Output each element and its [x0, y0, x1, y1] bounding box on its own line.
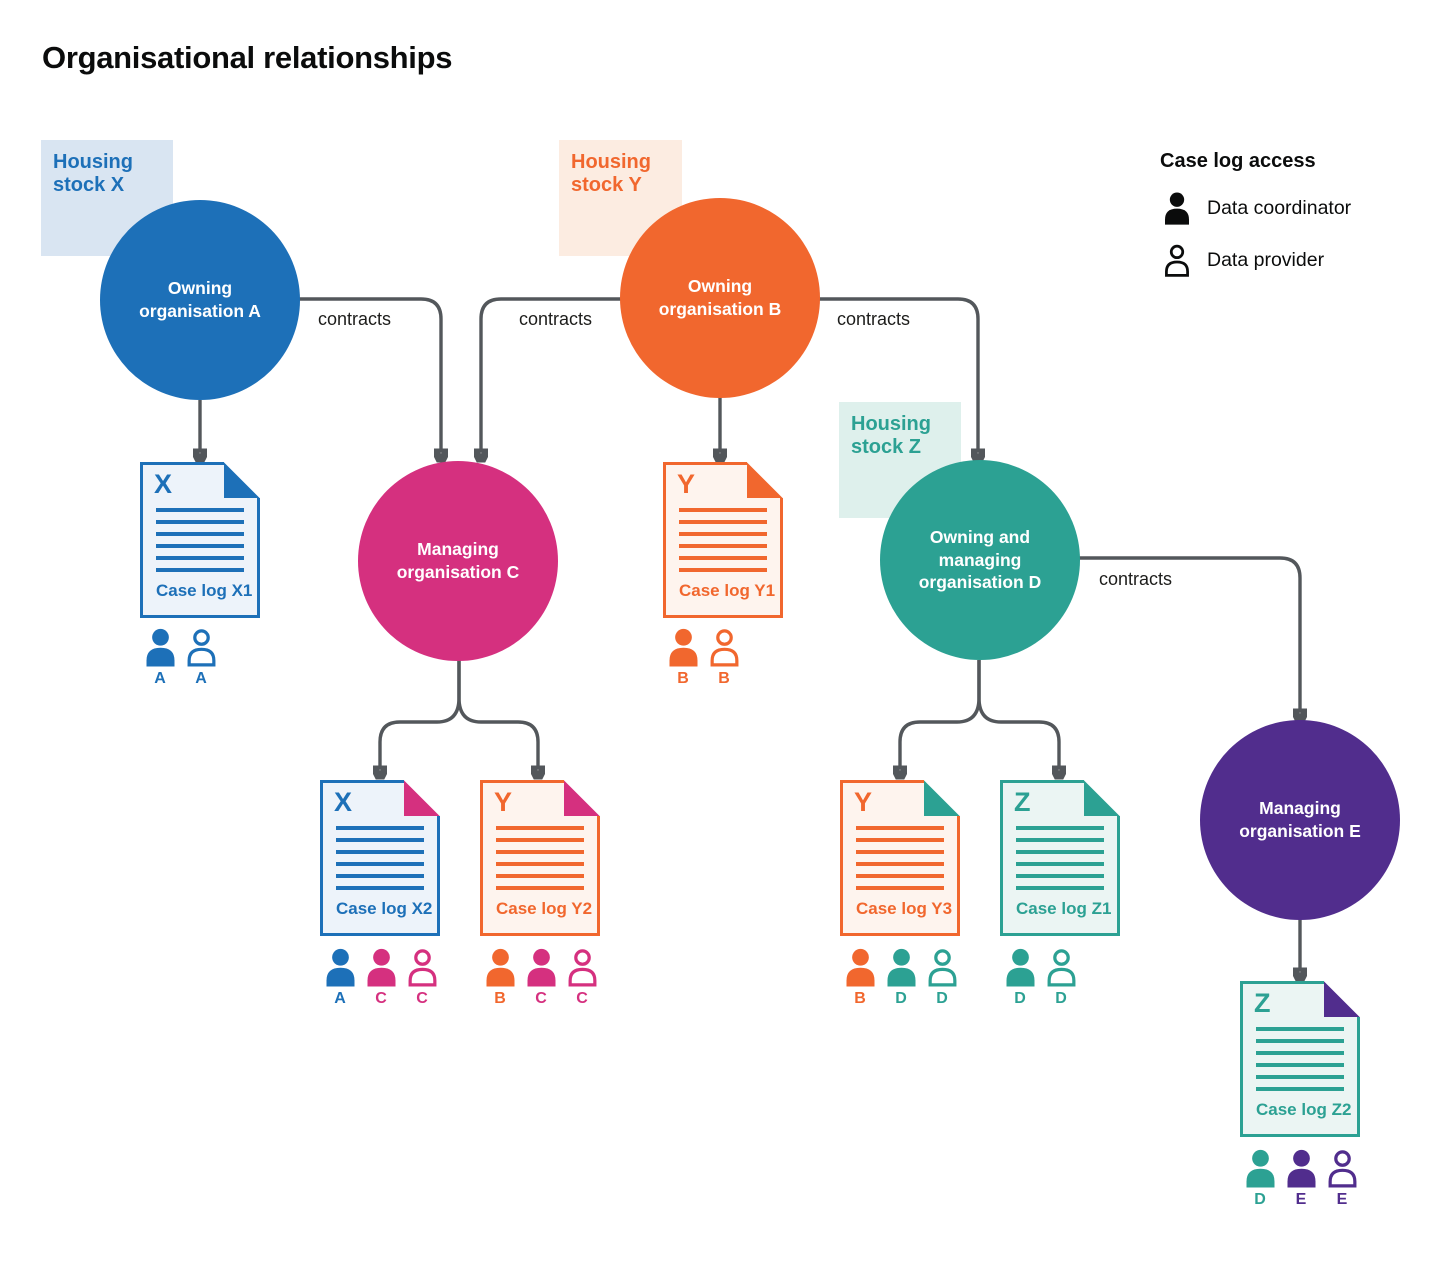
- data-coordinator-icon: [1241, 1148, 1279, 1209]
- doc-stock-letter: X: [334, 787, 353, 817]
- org-circle-owning-b: [620, 198, 820, 398]
- page-fold-icon: [1084, 780, 1120, 816]
- page-fold-icon: [747, 462, 783, 498]
- legend-data-provider-row: [1162, 243, 1324, 277]
- data-provider-icon: [563, 947, 601, 1008]
- arrow-d-to-caselog-z1: [979, 660, 1059, 768]
- access-org-letter: B: [677, 670, 689, 687]
- caselog-x2-label: Case log X2: [336, 899, 433, 918]
- access-org-letter: C: [576, 990, 588, 1007]
- page-fold-icon: [404, 780, 440, 816]
- arrow-c-to-caselog-x2: [380, 660, 459, 768]
- person-outline-icon: [1162, 243, 1192, 277]
- org-b-label: Owning organisation B: [658, 276, 782, 319]
- data-coordinator-icon: [882, 947, 920, 1008]
- caselog-y3-access-row: [841, 947, 961, 1008]
- org-circle-managing-e: [1200, 720, 1400, 920]
- contracts-label-b-c: contracts: [519, 309, 593, 329]
- doc-text-lines-icon: [1256, 1027, 1344, 1091]
- arrow-c-to-caselog-y2: [459, 660, 538, 768]
- doc-text-lines-icon: [336, 826, 424, 890]
- caselog-y1-label: Case log Y1: [679, 581, 776, 600]
- data-coordinator-icon: [522, 947, 560, 1008]
- doc-text-lines-icon: [856, 826, 944, 890]
- caselog-z1-label: Case log Z1: [1016, 899, 1112, 918]
- contracts-label-a-c: contracts: [318, 309, 392, 329]
- data-coordinator-icon: [362, 947, 400, 1008]
- caselog-x1-label: Case log X1: [156, 581, 253, 600]
- access-org-letter: D: [936, 990, 948, 1007]
- data-provider-icon: [1042, 947, 1080, 1008]
- data-coordinator-icon: [1001, 947, 1039, 1008]
- access-org-letter: A: [334, 990, 346, 1007]
- arrow-d-to-caselog-y3: [900, 660, 979, 768]
- caselog-y1-access-row: [664, 627, 743, 688]
- caselog-z2-label: Case log Z2: [1256, 1100, 1352, 1119]
- caselog-y3-label: Case log Y3: [856, 899, 953, 918]
- data-provider-icon: [403, 947, 441, 1008]
- data-coordinator-icon: [664, 627, 702, 688]
- page-fold-icon: [924, 780, 960, 816]
- caselog-y2-document: [480, 780, 600, 936]
- legend-data-coordinator-row: [1162, 191, 1351, 225]
- caselog-y2-access-row: [481, 947, 601, 1008]
- caselog-z1-access-row: [1001, 947, 1080, 1008]
- caselog-x1-document: [140, 462, 260, 618]
- access-org-letter: A: [195, 670, 207, 687]
- access-org-letter: D: [1254, 1191, 1266, 1208]
- access-org-letter: B: [718, 670, 730, 687]
- caselog-y3-document: [840, 780, 960, 936]
- caselog-y1-document: [663, 462, 783, 618]
- org-d-label: Owning and managing organisation D: [918, 526, 1042, 593]
- contracts-label-b-d: contracts: [837, 309, 911, 329]
- caselog-z2-access-row: [1241, 1148, 1361, 1209]
- data-provider-icon: [705, 627, 743, 688]
- access-org-letter: D: [1055, 990, 1067, 1007]
- page-fold-icon: [224, 462, 260, 498]
- housing-stock-x-label: Housing stock X: [41, 140, 173, 256]
- doc-stock-letter: Y: [854, 787, 873, 817]
- doc-stock-letter: Y: [494, 787, 513, 817]
- caselog-z1-document: [1000, 780, 1120, 936]
- access-org-letter: B: [494, 990, 506, 1007]
- legend-title: Case log access: [1160, 150, 1316, 172]
- doc-stock-letter: Z: [1254, 988, 1271, 1018]
- housing-stock-z-label: Housing stock Z: [839, 402, 961, 518]
- data-coordinator-icon: [141, 627, 179, 688]
- contracts-label-d-e: contracts: [1099, 569, 1173, 589]
- page-title: Organisational relationships: [42, 40, 453, 75]
- caselog-x2-document: [320, 780, 440, 936]
- org-c-label: Managing organisation C: [396, 539, 520, 582]
- data-provider-icon: [182, 627, 220, 688]
- data-coordinator-icon: [841, 947, 879, 1008]
- doc-stock-letter: Y: [677, 469, 696, 499]
- access-org-letter: C: [375, 990, 387, 1007]
- data-provider-icon: [1323, 1148, 1361, 1209]
- doc-text-lines-icon: [496, 826, 584, 890]
- data-coordinator-icon: [1282, 1148, 1320, 1209]
- data-coordinator-icon: [321, 947, 359, 1008]
- doc-stock-letter: X: [154, 469, 173, 499]
- caselog-z2-document: [1240, 981, 1360, 1137]
- doc-text-lines-icon: [679, 508, 767, 572]
- org-a-label: Owning organisation A: [139, 278, 261, 321]
- access-org-letter: D: [895, 990, 907, 1007]
- doc-stock-letter: Z: [1014, 787, 1031, 817]
- access-org-letter: E: [1336, 1191, 1348, 1208]
- access-org-letter: E: [1295, 1191, 1307, 1208]
- page-fold-icon: [1324, 981, 1360, 1017]
- access-org-letter: A: [154, 670, 166, 687]
- org-circle-owning-a: [100, 200, 300, 400]
- person-filled-icon: [1162, 191, 1192, 225]
- org-circle-managing-c: [358, 461, 558, 661]
- page-fold-icon: [564, 780, 600, 816]
- org-circle-owning-managing-d: [880, 460, 1080, 660]
- doc-text-lines-icon: [156, 508, 244, 572]
- caselog-x1-access-row: [141, 627, 220, 688]
- access-org-letter: C: [535, 990, 547, 1007]
- data-coordinator-icon: [481, 947, 519, 1008]
- legend-provider-label: Data provider: [1207, 248, 1325, 271]
- housing-stock-y-label: Housing stock Y: [559, 140, 682, 256]
- caselog-y2-label: Case log Y2: [496, 899, 593, 918]
- doc-text-lines-icon: [1016, 826, 1104, 890]
- access-org-letter: B: [854, 990, 866, 1007]
- data-provider-icon: [923, 947, 961, 1008]
- access-org-letter: C: [416, 990, 428, 1007]
- caselog-x2-access-row: [321, 947, 441, 1008]
- legend-coordinator-label: Data coordinator: [1207, 196, 1352, 219]
- org-e-label: Managing organisation E: [1239, 798, 1361, 841]
- access-org-letter: D: [1014, 990, 1026, 1007]
